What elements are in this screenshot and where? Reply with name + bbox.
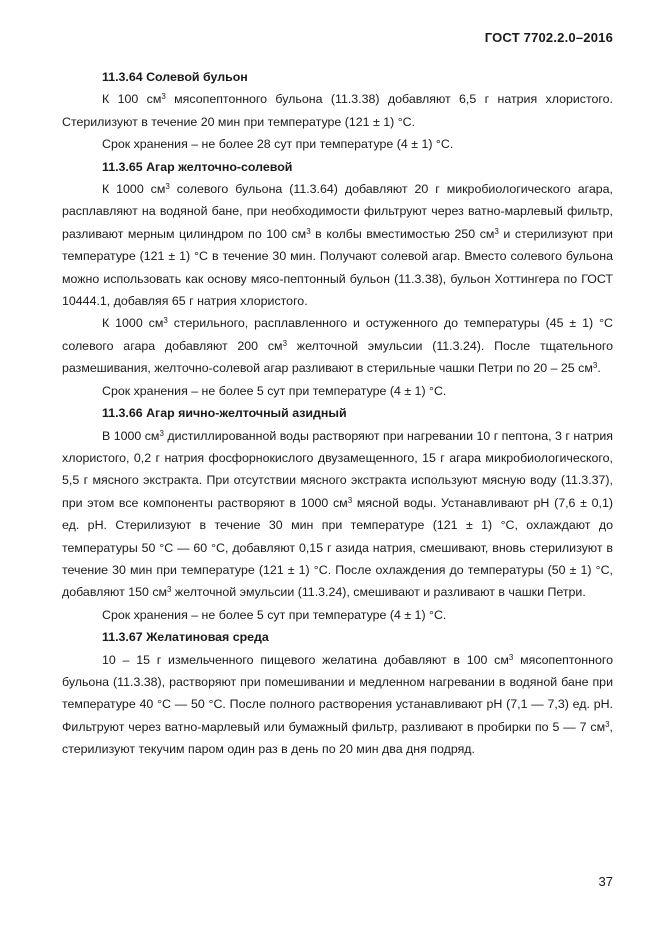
paragraph: К 1000 $см^3$ солевого бульона (11.3.64) добавляют 20 г микробиологического агара, расплавляют на водяной бане, при необходимости фильтруют через ватно-марлевый фильтр, разливают мерным цилиндром по 100 $см^3$ в колбы вместимостью 250 $см^3$ и стерилизуют при температуре (121 ± 1) °С в течение 30 мин. Получают солевой агар. Вместо солевого бульона можно использовать как основу мясо-пептонный бульон (11.3.38), бульон Хоттингера по ГОСТ 10444.1, добавляя 65 г натрия хлористого. xyxy=(62,182,613,309)
section-heading: 11.3.67 Желатиновая среда xyxy=(102,630,269,645)
superscript: 3 xyxy=(165,182,170,192)
document-body xyxy=(62,66,613,761)
superscript: 3 xyxy=(167,585,172,595)
section-heading: 11.3.66 Агар яично-желточный азидный xyxy=(102,406,347,421)
storage-note: Срок хранения – не более 5 сут при температуре (4 ± 1) °С. xyxy=(102,607,447,622)
paragraph: К 100 $см^3$ мясопептонного бульона (11.3.38) добавляют 6,5 г натрия хлористого. Стерилизуют в течение 20 мин при температуре (121 ± 1) °С. xyxy=(62,92,613,129)
section-heading: 11.3.64 Солевой бульон xyxy=(102,70,248,84)
storage-note: Срок хранения – не более 5 сут при температуре (4 ± 1) °С. xyxy=(102,383,447,398)
superscript: 3 xyxy=(494,226,499,236)
superscript: 3 xyxy=(605,719,610,729)
superscript: 3 xyxy=(306,226,311,236)
document-code-header: ГОСТ 7702.2.0–2016 xyxy=(484,30,613,45)
paragraph: В 1000 $см^3$ дистиллированной воды растворяют при нагревании 10 г пептона, 3 г натрия хлористого, 0,2 г натрия фосфорнокислого двузамещенного, 15 г агара микробиологического, 5,5 г мясного экстракта. При отсутствии мясного экстракта используют мясную воду (11.3.37), при этом все компоненты растворяют в 1000 $см^3$ мясной воды. Устанавливают рН (7,6 ± 0,1) ед. рН. Стерилизуют в течение 30 мин при температуре (121 ± 1) °С, охлаждают до температуры 50 °С — 60 °С, добавляют 0,15 г азида натрия, смешивают, вновь стерилизуют в течение 30 мин при температуре (121 ± 1) °С. После охлаждения до температуры (50 ± 1) °С, добавляют 150 $см^3$ желточной эмульсии (11.3.24), смешивают и разливают в чашки Петри. xyxy=(62,428,613,600)
superscript: 3 xyxy=(508,652,514,662)
superscript: 3 xyxy=(163,316,168,326)
paragraph: 10 – 15 г измельченного пищевого желатина добавляют в 100 $см^3$ мясопептонного бульона (11.3.38), растворяют при помешивании и медленном нагревании в водяной бане при температуре 40 °С — 50 °С. После полного растворения устанавливают рН (7,1 — 7,3) ед. рН. Фильтруют через ватно-марлевый или бумажный фильтр, разливают в пробирки по 5 — 7 $см^3$, стерилизуют текучим паром один раз в день по 20 мин два дня подряд. xyxy=(62,652,613,757)
paragraph: К 1000 $см^3$ стерильного, расплавленного и остуженного до температуры (45 ± 1) °С солевого агара добавляют 200 $см^3$ желточной эмульсии (11.3.24). После тщательного размешивания, желточно-солевой агар разливают в стерильные чашки Петри по 20 – 25 $см^3$. xyxy=(62,316,614,376)
superscript: 3 xyxy=(282,338,288,348)
superscript: 3 xyxy=(592,361,598,371)
superscript: 3 xyxy=(161,92,166,102)
storage-note: Срок хранения – не более 28 сут при температуре (4 ± 1) °С. xyxy=(102,137,454,152)
superscript: 3 xyxy=(347,495,353,505)
superscript: 3 xyxy=(159,428,164,438)
section-heading: 11.3.65 Агар желточно-солевой xyxy=(102,159,293,174)
page-number: 37 xyxy=(598,874,613,889)
